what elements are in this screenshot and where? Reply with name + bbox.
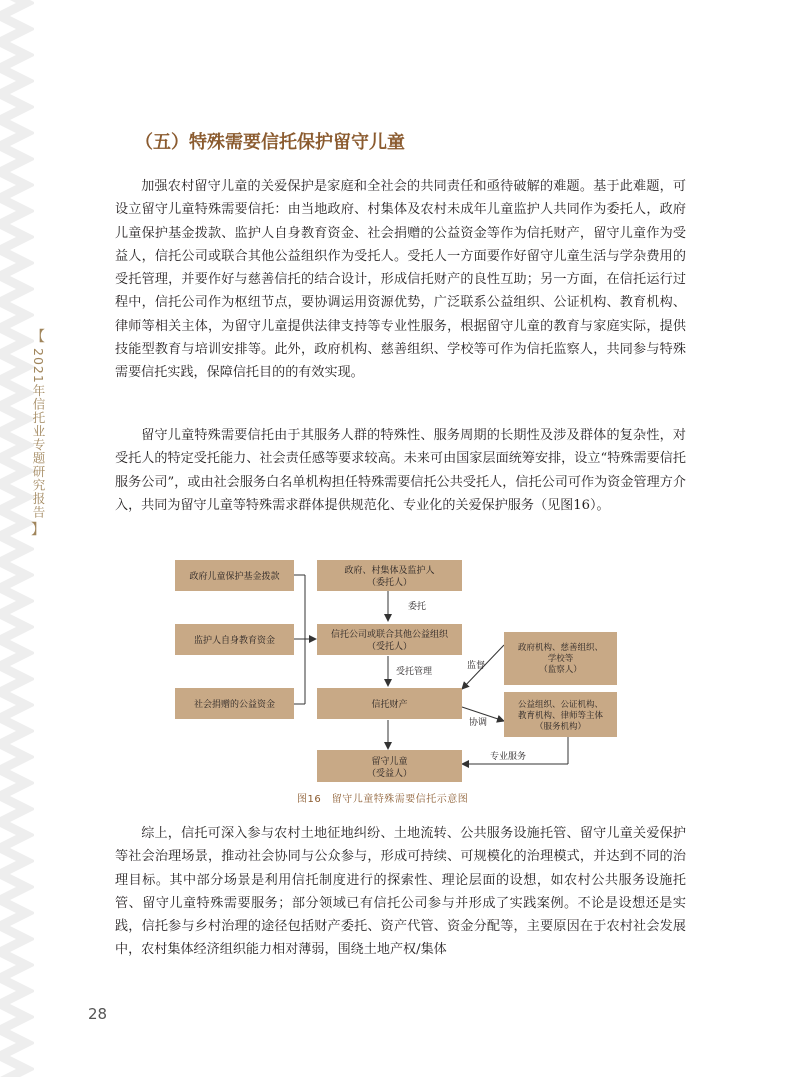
label-pro-service: 专业服务 [490,752,527,762]
box-donation-label: 社会捐赠的公益资金 [193,700,276,710]
label-coordinate: 协调 [469,718,488,728]
chevron-mark [0,614,26,640]
chevron-mark [0,458,26,484]
figure-caption: 图16 留守儿童特殊需要信托示意图 [297,794,469,805]
chevron-mark [0,16,26,42]
running-title-text: 2021年信托业专题研究报告 [31,348,46,519]
chevron-mark [0,848,26,874]
section-heading: （五）特殊需要信托保护留守儿童 [135,132,405,153]
box-donation [175,688,294,719]
chevron-mark [0,874,26,900]
box-service-line1: 公益组织、公证机构、 [517,700,604,710]
label-supervise: 监督 [467,661,486,671]
chevron-mark [0,510,26,536]
chevron-mark [0,380,26,406]
chevron-mark [0,718,26,744]
chevron-mark [0,952,26,978]
chevron-mark [0,770,26,796]
chevron-mark [0,536,26,562]
box-service-line2: 教育机构、律师等主体 [517,711,604,721]
box-property [317,688,462,719]
running-title-bracket-open: 【 [31,329,45,345]
box-settlor [317,560,462,591]
chevron-mark [0,562,26,588]
box-supervisor-line1: 政府机构、慈善组织、 [517,643,604,653]
box-supervisor-line3: （监察人） [539,665,582,675]
page-number: 28 [88,1005,108,1023]
chevron-mark [0,796,26,822]
chevron-mark [0,276,26,302]
box-trustee-line1: 信托公司或联合其他公益组织 [330,630,449,640]
box-trustee [317,624,462,655]
chevron-mark [0,302,26,328]
chevron-mark [0,432,26,458]
chevron-mark [0,406,26,432]
label-entrust: 委托 [408,602,427,612]
trust-flow-diagram [170,555,630,787]
chevron-mark [0,900,26,926]
chevron-mark [0,978,26,1004]
box-beneficiary-line2: （受益人） [366,769,413,779]
chevron-mark [0,328,26,354]
box-guardian-edu-label: 监护人自身教育资金 [193,636,276,646]
chevron-mark [0,926,26,952]
box-guardian-edu [175,624,294,655]
box-supervisor-line2: 学校等 [547,654,574,664]
chevron-mark [0,640,26,666]
chevron-mark [0,692,26,718]
chevron-mark [0,588,26,614]
box-service-line3: （服务机构） [534,722,587,732]
paragraph-1: 加强农村留守儿童的关爱保护是家庭和全社会的共同责任和亟待破解的难题。基于此难题，可设立留守儿童特殊需要信托：由当地政府、村集体及农村未成年儿童监护人共同作为委托人，政府儿童保护基金拨款、监护人自身教育资金、社会捐赠的公益资金等作为信托财产，留守儿童作为受益人，信托公司或联合其他公益组织作为受托人。受托人一方面要作好留守儿童生活与学杂费用的受托管理，并要作好与慈善信托的结合设计，形成信托财产的良性互助；另一方面，在信托运行过程中，信托公司作为枢纽节点，要协调运用资源优势，广泛联系公益组织、公证机构、教育机构、律师等相关主体，为留守儿童提供法律支持等专业性服务，根据留守儿童的教育与家庭实际，提供技能型教育与培训安排等。此外，政府机构、慈善组织、学校等可作为信托监察人，共同参与特殊需要信托实践，保障信托目的的有效实现。 [115,179,686,381]
box-settlor-line2: （委托人） [366,578,413,588]
chevron-mark [0,250,26,276]
chevron-mark [0,68,26,94]
chevron-mark [0,224,26,250]
box-settlor-line1: 政府、村集体及监护人 [344,566,435,576]
chevron-mark [0,1030,26,1056]
box-fund [175,560,294,591]
chevron-mark [0,94,26,120]
box-property-label: 信托财产 [371,700,408,710]
chevron-mark [0,666,26,692]
chevron-mark [0,484,26,510]
paragraph-3: 综上，信托可深入参与农村土地征地纠纷、土地流转、公共服务设施托管、留守儿童关爱保护等社会治理场景，推动社会协同与公众参与，形成可持续、可规模化的治理模式，并达到不同的治理目标。其中部分场景是利用信托制度进行的探索性、理论层面的设想，如农村公共服务设施托管、留守儿童特殊需要服务；部分领域已有信托公司参与并形成了实践案例。不论是设想还是实践，信托参与乡村治理的途径包括财产委托、资产代管、资金分配等，主要原因在于农村社会发展中，农村集体经济组织能力相对薄弱，围绕土地产权/集体 [115,826,686,958]
chevron-mark [0,822,26,848]
chevron-mark [0,744,26,770]
chevron-mark [0,42,26,68]
box-supervisor [504,632,617,685]
chevron-mark [0,198,26,224]
chevron-mark [0,172,26,198]
box-trustee-line2: （受托人） [366,642,413,652]
chevron-mark [0,146,26,172]
paragraph-2: 留守儿童特殊需要信托由于其服务人群的特殊性、服务周期的长期性及涉及群体的复杂性，对受托人的特定受托能力、社会责任感等要求较高。未来可由国家层面统筹安排，设立“特殊需要信托服务公司”，或由社会服务白名单机构担任特殊需要信托公共受托人，信托公司可作为资金管理方介入，共同为留守儿童等特殊需求群体提供规范化、专业化的关爱保护服务（见图16）。 [115,428,686,513]
box-beneficiary [317,750,462,782]
box-beneficiary-line1: 留守儿童 [371,757,408,767]
box-fund-label: 政府儿童保护基金拨款 [189,572,280,582]
running-title-bracket-close: 】 [31,521,45,538]
chevron-mark [0,1004,26,1030]
running-title [27,330,49,540]
chevron-mark [0,1056,26,1077]
box-service [504,692,617,737]
chevron-mark [0,354,26,380]
label-manage: 受托管理 [396,667,433,677]
chevron-mark [0,120,26,146]
